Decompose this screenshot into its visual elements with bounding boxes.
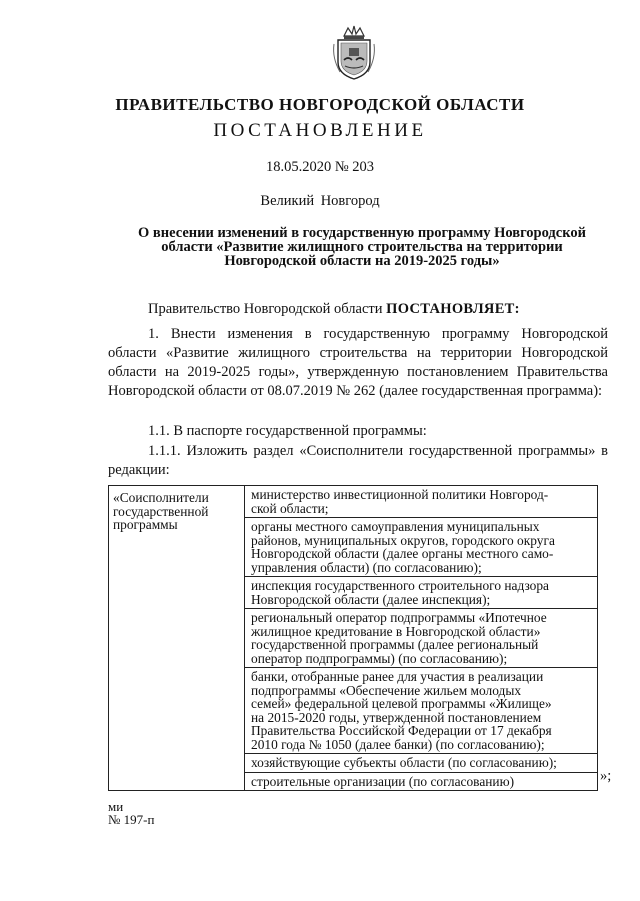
- entry-line: банки, отобранные ранее для участия в реализации: [251, 669, 544, 684]
- entry-line: управления области) (по согласованию);: [251, 559, 482, 575]
- co-executor-entry: [245, 668, 597, 754]
- entry-line: министерство инвестиционной политики Новгород-: [251, 487, 549, 502]
- section-name-line: государственной: [113, 503, 209, 519]
- decree-subject: [128, 226, 596, 268]
- city: Великий Новгород: [260, 193, 380, 209]
- footer-code: [108, 800, 154, 826]
- subject-line: области «Развитие жилищного строительства на территории: [161, 239, 563, 255]
- entry-line: жилищное кредитование в Новгородской области»: [251, 623, 541, 639]
- entry-line: Новгородской области (далее органы местного само-: [251, 546, 554, 561]
- co-executors-cell: [245, 486, 598, 791]
- subject-line: Новгородской области на 2019-2025 годы»: [224, 253, 500, 269]
- government-title: ПРАВИТЕЛЬСТВО НОВГОРОДСКОЙ ОБЛАСТИ: [115, 95, 525, 114]
- section-name-cell: [109, 486, 245, 791]
- entry-line: на 2015-2020 годы, утвержденной постановлением: [251, 709, 542, 725]
- entry-line: строительные организации (по согласованию): [251, 773, 515, 789]
- section-name-line: «Соисполнители: [113, 490, 209, 505]
- paragraph-1-1: 1.1. В паспорте государственной программы:: [148, 423, 427, 439]
- document-type: ПОСТАНОВЛЕНИЕ: [213, 120, 427, 141]
- co-executor-entry: [245, 754, 597, 773]
- footer-initials: ми: [108, 799, 124, 814]
- entry-line: ской области;: [251, 500, 329, 516]
- entry-line: государственной программы (далее региональный: [251, 637, 539, 652]
- resolves-line: [148, 300, 608, 319]
- passport-table: [108, 485, 598, 791]
- entry-line: Новгородской области (далее инспекция);: [251, 591, 491, 607]
- paragraph-1: 1. Внести изменения в государственную программу Новгородской области «Развитие жилищного строительства на территории Новгородской области на 2019-2025 годы», утвержденную постановлением Правительства Новгородской области от 08.07.2019 № 262 (далее государственная программа):: [108, 326, 608, 399]
- entry-line: Правительства Российской Федерации от 17 декабря: [251, 723, 552, 738]
- closing-quote: »;: [600, 768, 612, 784]
- entry-line: подпрограммы «Обеспечение жильем молодых: [251, 682, 522, 698]
- entry-line: семей» федеральной целевой программы «Жилище»: [251, 696, 552, 711]
- co-executor-entry: [245, 609, 597, 668]
- co-executor-entry: [245, 518, 597, 577]
- paragraph-1-1-1: 1.1.1. Изложить раздел «Соисполнители государственной программы» в редакции:: [108, 443, 608, 478]
- entry-line: региональный оператор подпрограммы «Ипотечное: [251, 610, 547, 625]
- entry-line: оператор подпрограммы) (по согласованию);: [251, 650, 508, 666]
- footer-number: № 197-п: [108, 812, 155, 827]
- section-name-line: программы: [113, 517, 178, 532]
- table-row: [109, 486, 598, 791]
- entry-line: 2010 года № 1050 (далее банки) (по согласованию);: [251, 736, 545, 752]
- co-executor-entry: [245, 773, 597, 791]
- entry-line: районов, муниципальных округов, городского округа: [251, 532, 555, 548]
- co-executor-entry: [245, 577, 597, 609]
- subject-line: О внесении изменений в государственную программу Новгородской: [138, 225, 586, 241]
- co-executor-entry: [245, 486, 597, 518]
- resolves-keyword: ПОСТАНОВЛЯЕТ:: [386, 301, 520, 317]
- entry-line: органы местного самоуправления муниципальных: [251, 519, 540, 534]
- entry-line: инспекция государственного строительного надзора: [251, 578, 549, 593]
- entry-line: хозяйствующие субъекты области (по согласованию);: [251, 755, 557, 770]
- coat-of-arms-icon: [330, 24, 378, 82]
- date-number: 18.05.2020 № 203: [265, 159, 375, 175]
- resolves-prefix: Правительство Новгородской области: [148, 301, 387, 317]
